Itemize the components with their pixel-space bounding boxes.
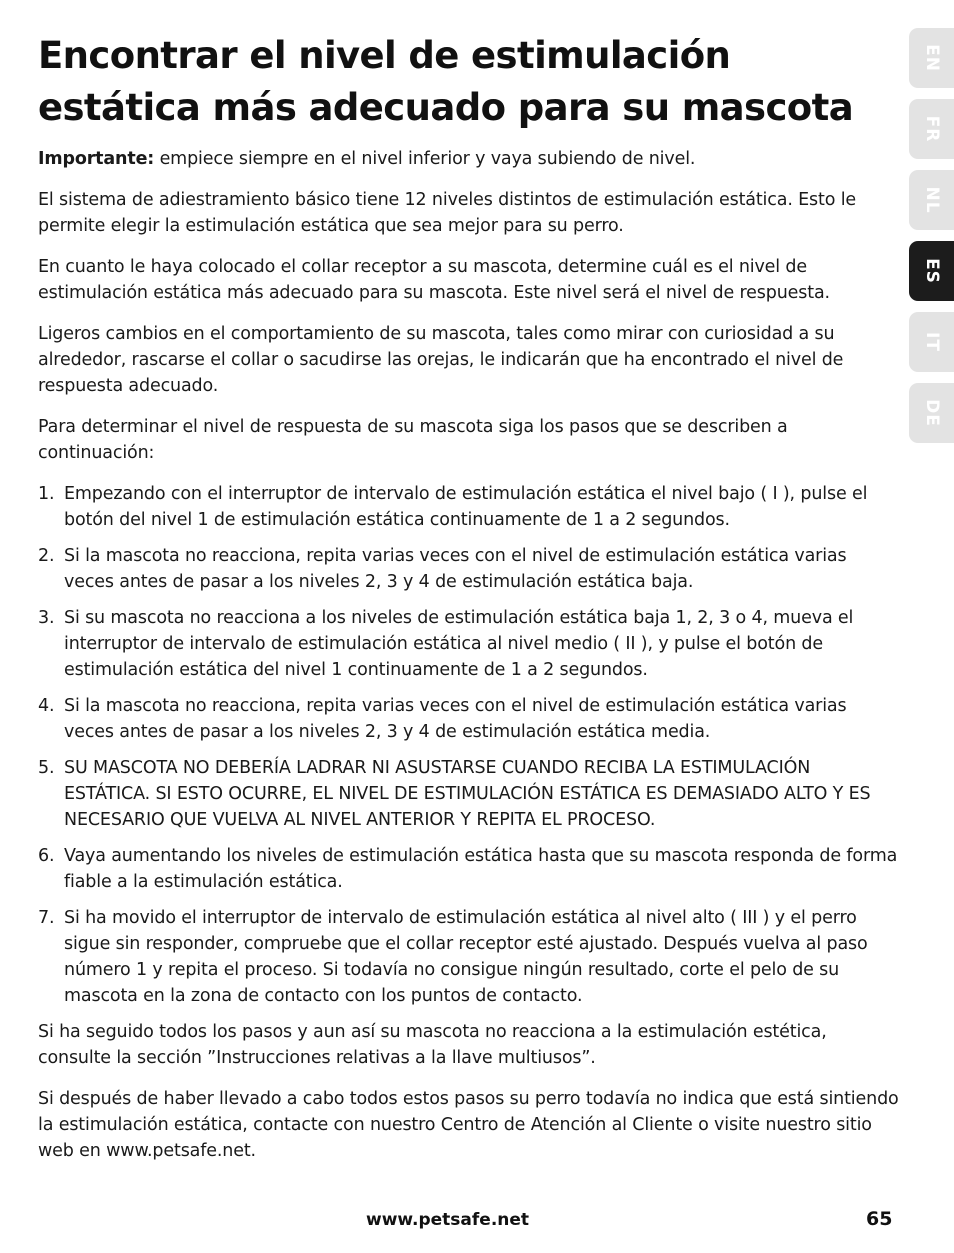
tab-label: ES	[921, 258, 942, 284]
paragraph: Si después de haber llevado a cabo todos estos pasos su perro todavía no indica que está sintiendo la estimulación estática, contacte con nuestro Centro de Atención al Cliente o visite nuestro sitio web en www.petsafe.net.	[38, 1089, 899, 1161]
paragraph: En cuanto le haya colocado el collar receptor a su mascota, determine cuál es el nivel de estimulación estática más adecuado para su mascota. Este nivel será el nivel de respuesta.	[38, 257, 830, 303]
step-text: Si su mascota no reacciona a los niveles de estimulación estática baja 1, 2, 3 o 4, mueva el interruptor de intervalo de estimulación estática al nivel medio ( II ), y pulse el botón de estimulación estática del nivel 1 continuamente de 1 a 2 segundos.	[64, 608, 854, 680]
tab-es[interactable]	[909, 241, 954, 301]
language-tabs	[909, 28, 954, 454]
body-content	[38, 146, 900, 1179]
tab-label: FR	[921, 115, 942, 143]
important-text: empiece siempre en el nivel inferior y vaya subiendo de nivel.	[154, 149, 696, 169]
list-item	[38, 905, 900, 1009]
page-number: 65	[866, 1208, 893, 1230]
list-item	[38, 481, 900, 533]
list-item	[38, 843, 900, 895]
list-item	[38, 693, 900, 745]
step-number: 5.	[38, 758, 55, 778]
step-text: Si la mascota no reacciona, repita varias veces con el nivel de estimulación estática varias veces antes de pasar a los niveles 2, 3 y 4 de estimulación estática media.	[64, 696, 847, 742]
step-number: 7.	[38, 908, 55, 928]
paragraph: El sistema de adiestramiento básico tiene 12 niveles distintos de estimulación estática. Esto le permite elegir la estimulación estática que sea mejor para su perro.	[38, 190, 857, 236]
tab-en[interactable]	[909, 28, 954, 88]
tab-fr[interactable]	[909, 99, 954, 159]
tab-label: IT	[921, 332, 942, 352]
list-item	[38, 543, 900, 595]
step-number: 6.	[38, 846, 55, 866]
tab-label: NL	[921, 186, 942, 214]
step-number: 2.	[38, 546, 55, 566]
tab-label: DE	[921, 399, 942, 427]
step-number: 1.	[38, 484, 55, 504]
step-text: Vaya aumentando los niveles de estimulación estática hasta que su mascota responda de forma fiable a la estimulación estática.	[64, 846, 898, 892]
step-text: Empezando con el interruptor de intervalo de estimulación estática el nivel bajo ( I ), pulse el botón del nivel 1 de estimulación estática continuamente de 1 a 2 segundos.	[64, 484, 868, 530]
important-label: Importante:	[38, 149, 155, 169]
page-title: Encontrar el nivel de estimulación estática más adecuado para su mascota	[38, 34, 854, 129]
step-text: Si la mascota no reacciona, repita varias veces con el nivel de estimulación estática varias veces antes de pasar a los niveles 2, 3 y 4 de estimulación estática baja.	[64, 546, 847, 592]
steps-list	[38, 481, 900, 1009]
tab-de[interactable]	[909, 383, 954, 443]
tab-it[interactable]	[909, 312, 954, 372]
step-text: SU MASCOTA NO DEBERÍA LADRAR NI ASUSTARSE CUANDO RECIBA LA ESTIMULACIÓN ESTÁTICA. SI ESTO OCURRE, EL NIVEL DE ESTIMULACIÓN ESTÁTICA ES DEMASIADO ALTO Y ES NECESARIO QUE VUELVA AL NIVEL ANTERIOR Y REPITA EL PROCESO.	[64, 758, 871, 830]
important-note	[38, 146, 900, 172]
step-text: Si ha movido el interruptor de intervalo de estimulación estática al nivel alto ( III ) y el perro sigue sin responder, compruebe que el collar receptor esté ajustado. Después vuelva al paso número 1 y repita el proceso. Si todavía no consigue ningún resultado, corte el pelo de su mascota en la zona de contacto con los puntos de contacto.	[64, 908, 868, 1006]
step-number: 3.	[38, 608, 55, 628]
list-item	[38, 755, 900, 833]
step-number: 4.	[38, 696, 55, 716]
tab-label: EN	[921, 44, 942, 72]
paragraph: Ligeros cambios en el comportamiento de su mascota, tales como mirar con curiosidad a su alrededor, rascarse el collar o sacudirse las orejas, le indicarán que ha encontrado el nivel de respuesta adecuado.	[38, 324, 844, 396]
list-item	[38, 605, 900, 683]
paragraph: Para determinar el nivel de respuesta de su mascota siga los pasos que se describen a continuación:	[38, 417, 788, 463]
tab-nl[interactable]	[909, 170, 954, 230]
footer-url: www.petsafe.net	[366, 1210, 530, 1230]
paragraph: Si ha seguido todos los pasos y aun así su mascota no reacciona a la estimulación estética, consulte la sección ”Instrucciones relativas a la llave multiusos”.	[38, 1022, 827, 1068]
